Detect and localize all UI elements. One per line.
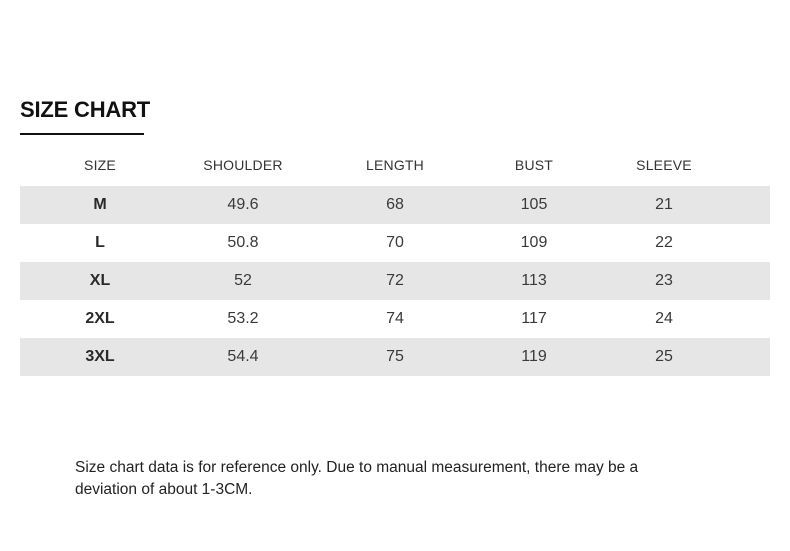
sleeve-cell: 21 [655, 196, 673, 213]
table-row [20, 186, 770, 224]
table-row [20, 300, 770, 338]
disclaimer-note: Size chart data is for reference only. Due to manual measurement, there may be a deviation of about 1-3CM. [75, 459, 639, 498]
table-header-row [20, 146, 770, 184]
size-cell: M [93, 196, 107, 213]
bust-cell: 113 [521, 272, 547, 289]
bust-cell: 105 [520, 196, 548, 213]
table-row [20, 224, 770, 262]
sleeve-cell: 22 [655, 234, 673, 251]
size-cell: 2XL [85, 310, 115, 327]
size-cell: XL [89, 272, 111, 289]
page-title: SIZE CHART [20, 97, 151, 122]
header-sleeve: SLEEVE [636, 157, 692, 173]
length-cell: 70 [386, 234, 404, 251]
length-cell: 72 [386, 272, 404, 289]
size-table [20, 146, 770, 376]
shoulder-cell: 50.8 [227, 234, 259, 251]
header-length: LENGTH [366, 157, 424, 173]
table-row [20, 338, 770, 376]
length-cell: 75 [386, 348, 404, 365]
title-underline [20, 133, 144, 135]
bust-cell: 119 [521, 348, 547, 365]
shoulder-cell: 52 [234, 272, 252, 289]
shoulder-cell: 54.4 [227, 348, 259, 365]
bust-cell: 117 [521, 310, 547, 327]
header-bust: BUST [514, 157, 554, 173]
size-cell: 3XL [85, 348, 115, 365]
sleeve-cell: 24 [655, 310, 673, 327]
shoulder-cell: 49.6 [227, 196, 259, 213]
sleeve-cell: 23 [655, 272, 673, 289]
shoulder-cell: 53.2 [227, 310, 259, 327]
length-cell: 68 [386, 196, 404, 213]
header-shoulder: SHOULDER [203, 157, 283, 173]
header-size: SIZE [84, 157, 116, 173]
table-row [20, 262, 770, 300]
sleeve-cell: 25 [655, 348, 673, 365]
size-cell: L [95, 234, 105, 251]
length-cell: 74 [386, 310, 404, 327]
bust-cell: 109 [520, 234, 548, 251]
